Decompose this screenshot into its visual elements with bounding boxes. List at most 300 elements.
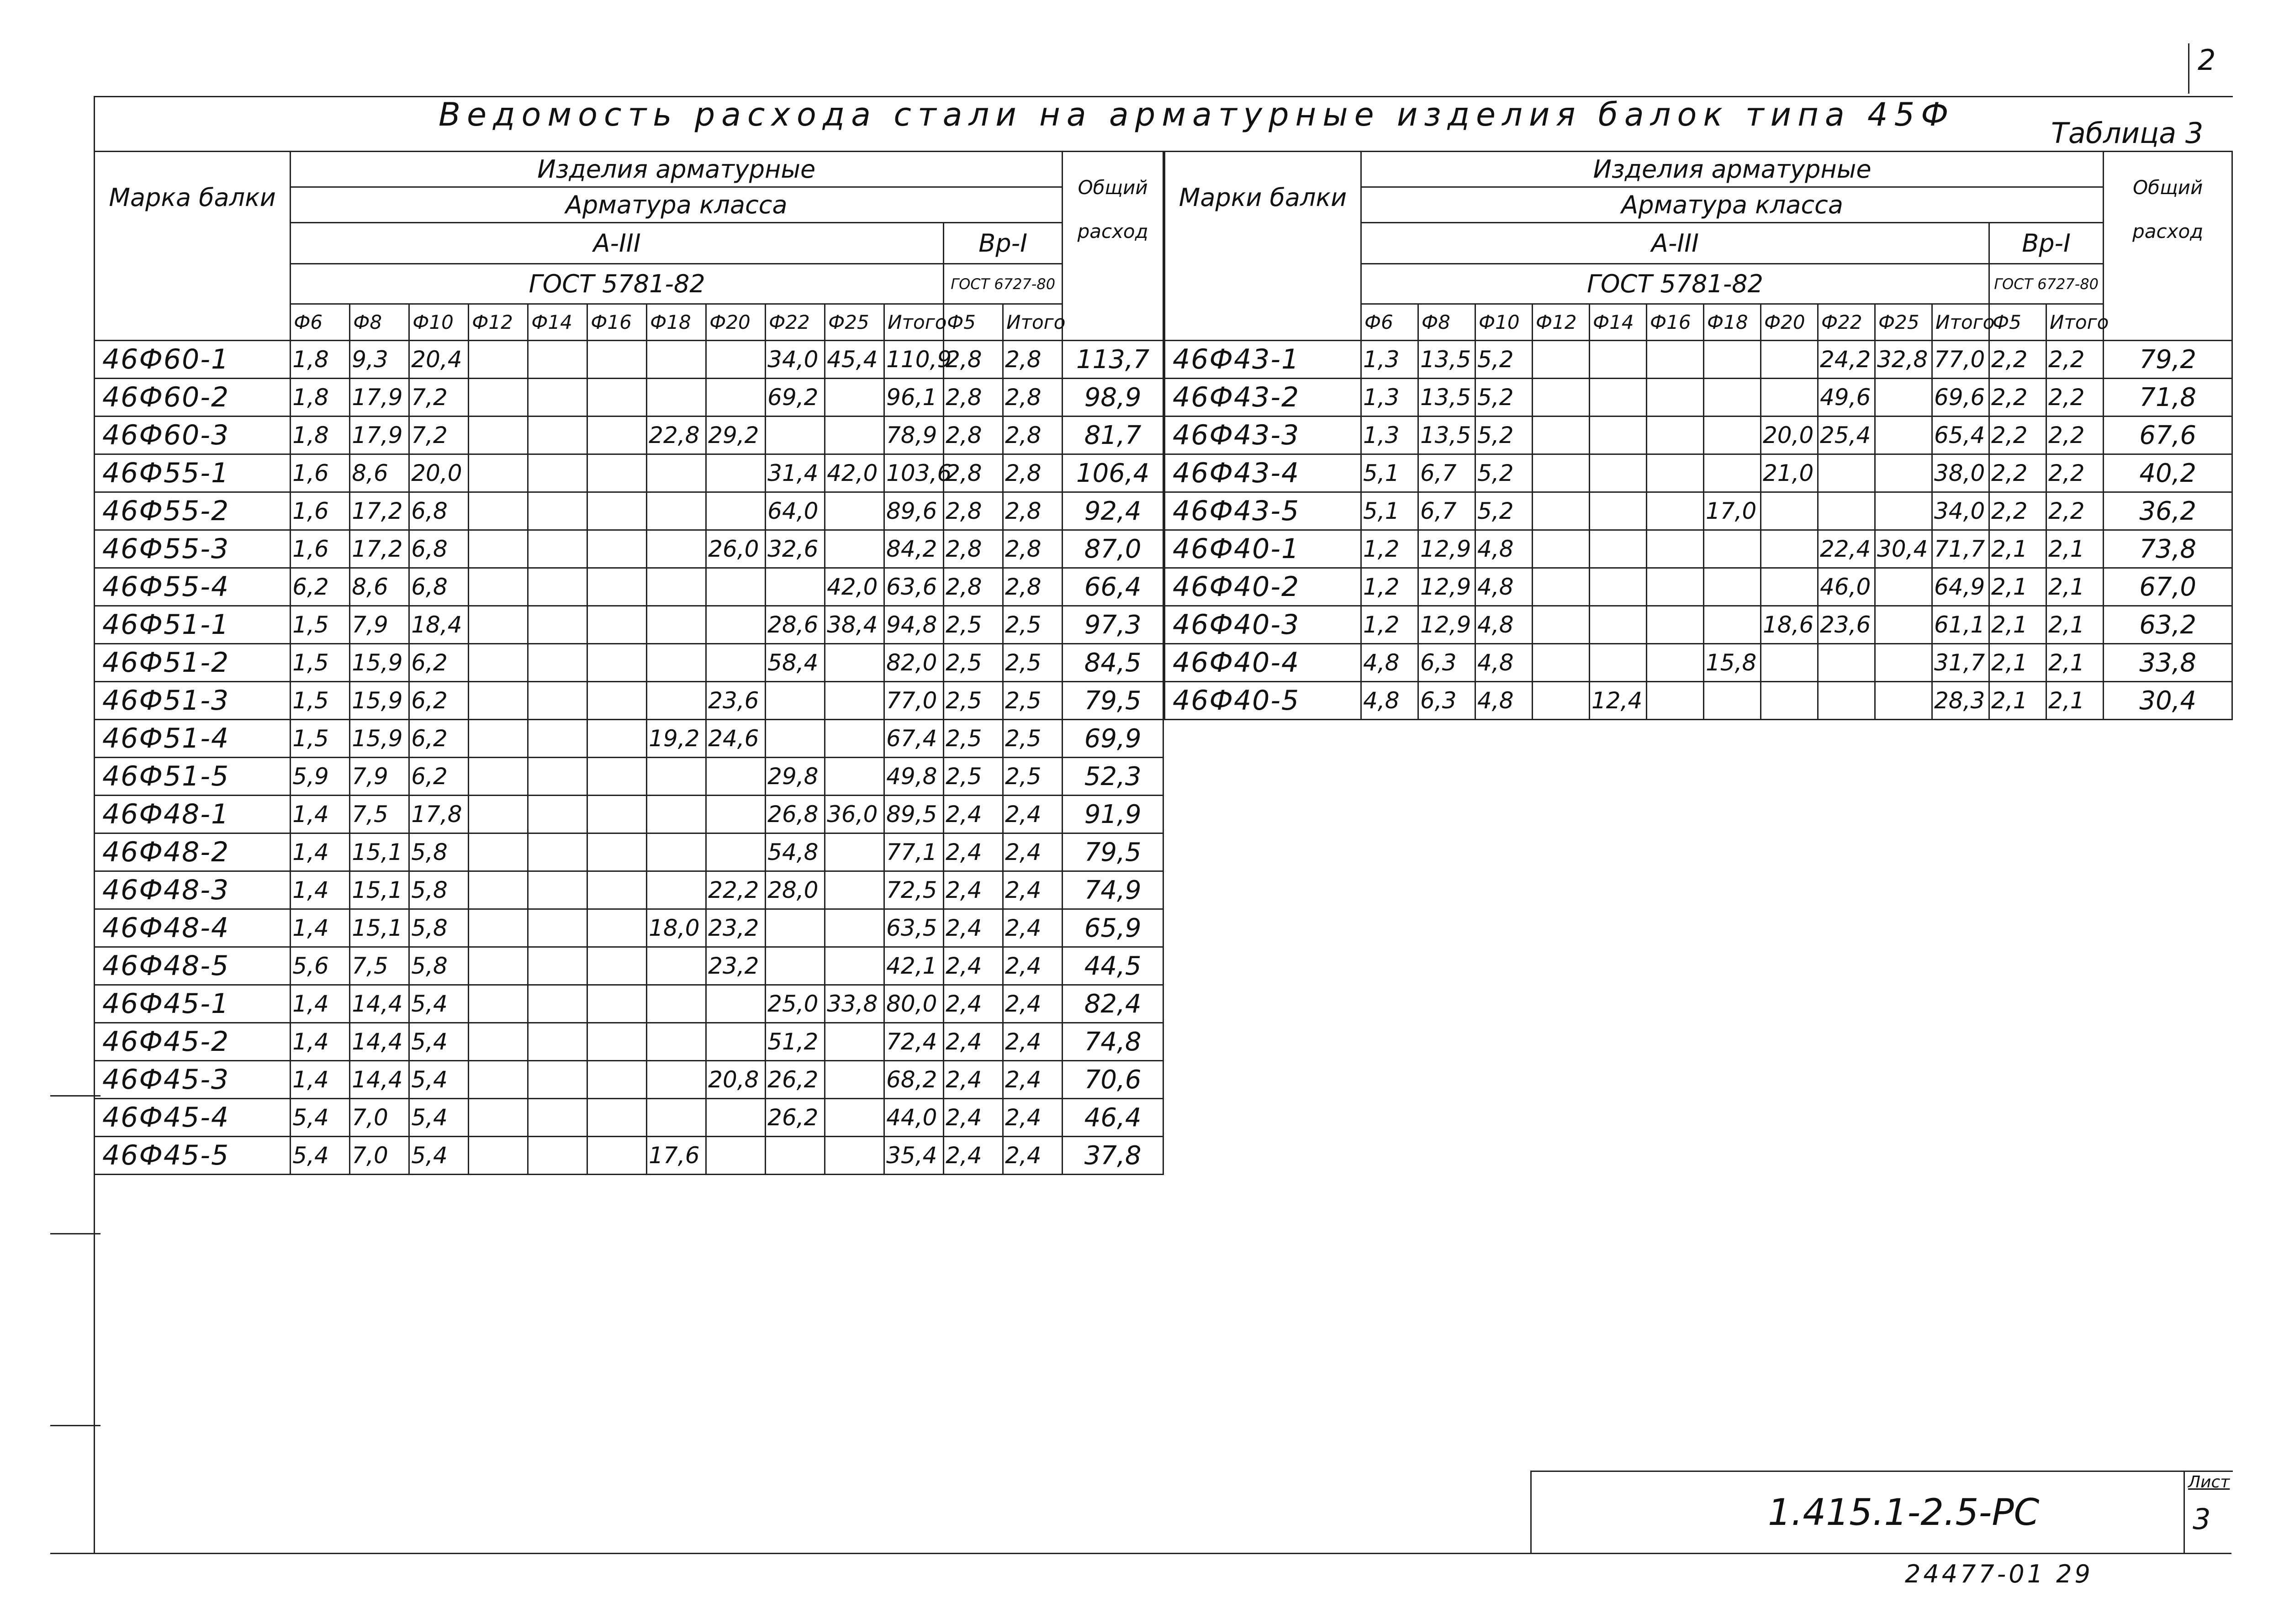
steel-value-cell: 84,2: [884, 530, 944, 568]
steel-value-cell: [825, 379, 884, 417]
steel-value-cell: [706, 833, 766, 871]
steel-value-cell: [528, 417, 587, 454]
total-cell: 30,4: [2104, 682, 2232, 720]
steel-value-cell: [528, 1023, 587, 1061]
steel-value-cell: [469, 1023, 528, 1061]
steel-value-cell: 22,4: [1818, 530, 1875, 568]
steel-value-cell: 2,4: [944, 909, 1003, 947]
steel-value-cell: [587, 796, 647, 833]
steel-value-cell: [1647, 682, 1704, 720]
steel-value-cell: 25,0: [766, 985, 825, 1023]
steel-value-cell: [706, 1023, 766, 1061]
steel-value-cell: [825, 644, 884, 682]
column-header: Ф6: [1361, 304, 1418, 341]
steel-value-cell: [706, 454, 766, 492]
steel-value-cell: [1875, 379, 1932, 417]
steel-value-cell: [1647, 341, 1704, 379]
steel-value-cell: 8,6: [350, 454, 409, 492]
steel-value-cell: [1647, 568, 1704, 606]
total-cell: 73,8: [2104, 530, 2232, 568]
column-header: Ф5: [944, 304, 1003, 341]
steel-value-cell: [1533, 492, 1590, 530]
table-row: [1165, 454, 2232, 492]
steel-value-cell: 6,3: [1418, 682, 1475, 720]
steel-value-cell: [647, 530, 706, 568]
steel-value-cell: [647, 833, 706, 871]
steel-value-cell: 21,0: [1761, 454, 1818, 492]
steel-value-cell: 7,0: [350, 1099, 409, 1137]
steel-value-cell: 2,2: [2046, 341, 2104, 379]
steel-value-cell: [647, 568, 706, 606]
steel-value-cell: 17,6: [647, 1137, 706, 1175]
steel-value-cell: 31,7: [1932, 644, 1989, 682]
steel-value-cell: 1,4: [291, 909, 350, 947]
steel-value-cell: [766, 568, 825, 606]
steel-value-cell: 2,8: [944, 454, 1003, 492]
total-cell: 33,8: [2104, 644, 2232, 682]
steel-value-cell: [1761, 379, 1818, 417]
steel-value-cell: 17,9: [350, 379, 409, 417]
beam-mark: 46Ф43-5: [1165, 492, 1361, 530]
steel-value-cell: [647, 492, 706, 530]
steel-value-cell: 33,8: [825, 985, 884, 1023]
column-header: Ф22: [1818, 304, 1875, 341]
steel-value-cell: [587, 606, 647, 644]
steel-value-cell: 2,2: [2046, 417, 2104, 454]
total-cell: 46,4: [1063, 1099, 1163, 1137]
steel-value-cell: 23,2: [706, 947, 766, 985]
steel-value-cell: 4,8: [1361, 682, 1418, 720]
steel-value-cell: 5,2: [1475, 417, 1533, 454]
steel-value-cell: [1533, 682, 1590, 720]
steel-value-cell: [1704, 454, 1761, 492]
steel-value-cell: 32,6: [766, 530, 825, 568]
table-row: [95, 1061, 1163, 1099]
steel-value-cell: [647, 985, 706, 1023]
steel-value-cell: [1647, 606, 1704, 644]
column-header: Ф14: [528, 304, 587, 341]
steel-value-cell: 42,0: [825, 568, 884, 606]
steel-value-cell: 13,5: [1418, 417, 1475, 454]
steel-value-cell: [469, 492, 528, 530]
steel-value-cell: [528, 1061, 587, 1099]
steel-value-cell: 2,8: [1003, 492, 1063, 530]
steel-value-cell: 28,6: [766, 606, 825, 644]
steel-value-cell: 7,5: [350, 796, 409, 833]
steel-value-cell: [1533, 379, 1590, 417]
table-row: [1165, 417, 2232, 454]
steel-value-cell: [469, 947, 528, 985]
steel-value-cell: [706, 796, 766, 833]
steel-value-cell: [528, 833, 587, 871]
column-header: Итого: [2046, 304, 2104, 341]
beam-mark: 46Ф51-5: [95, 758, 291, 796]
steel-value-cell: 5,8: [409, 909, 469, 947]
beam-mark: 46Ф45-3: [95, 1061, 291, 1099]
steel-value-cell: 2,8: [944, 341, 1003, 379]
steel-value-cell: 2,5: [1003, 682, 1063, 720]
steel-value-cell: [587, 909, 647, 947]
beam-mark: 46Ф40-3: [1165, 606, 1361, 644]
steel-value-cell: 24,6: [706, 720, 766, 758]
steel-value-cell: [469, 644, 528, 682]
steel-value-cell: 18,0: [647, 909, 706, 947]
steel-value-cell: 44,0: [884, 1099, 944, 1137]
steel-value-cell: [1533, 606, 1590, 644]
steel-value-cell: [766, 682, 825, 720]
steel-value-cell: 7,2: [409, 417, 469, 454]
steel-value-cell: 2,8: [1003, 530, 1063, 568]
steel-value-cell: 2,5: [944, 606, 1003, 644]
steel-value-cell: 1,8: [291, 341, 350, 379]
steel-value-cell: 17,8: [409, 796, 469, 833]
steel-value-cell: [469, 833, 528, 871]
steel-value-cell: [587, 644, 647, 682]
steel-value-cell: [1761, 682, 1818, 720]
steel-value-cell: 2,4: [1003, 985, 1063, 1023]
table-row: [95, 530, 1163, 568]
steel-value-cell: 1,6: [291, 492, 350, 530]
steel-value-cell: [1590, 341, 1647, 379]
steel-value-cell: [1533, 530, 1590, 568]
steel-value-cell: [528, 796, 587, 833]
steel-value-cell: 68,2: [884, 1061, 944, 1099]
steel-value-cell: 19,2: [647, 720, 706, 758]
steel-value-cell: [528, 530, 587, 568]
steel-value-cell: 58,4: [766, 644, 825, 682]
steel-value-cell: 2,4: [944, 1137, 1003, 1175]
beam-mark: 46Ф60-1: [95, 341, 291, 379]
steel-value-cell: [1647, 417, 1704, 454]
steel-value-cell: 5,4: [291, 1099, 350, 1137]
steel-value-cell: [1533, 568, 1590, 606]
steel-value-cell: [647, 947, 706, 985]
steel-value-cell: 18,6: [1761, 606, 1818, 644]
steel-value-cell: 45,4: [825, 341, 884, 379]
column-header: Ф25: [825, 304, 884, 341]
steel-value-cell: 5,1: [1361, 454, 1418, 492]
steel-value-cell: [528, 606, 587, 644]
steel-value-cell: 2,4: [944, 833, 1003, 871]
steel-value-cell: 13,5: [1418, 341, 1475, 379]
beam-mark: 46Ф48-3: [95, 871, 291, 909]
steel-value-cell: [587, 417, 647, 454]
steel-value-cell: 30,4: [1875, 530, 1932, 568]
total-cell: 81,7: [1063, 417, 1163, 454]
steel-value-cell: 2,4: [1003, 871, 1063, 909]
steel-value-cell: [825, 682, 884, 720]
column-header: Ф8: [1418, 304, 1475, 341]
steel-value-cell: [528, 1137, 587, 1175]
steel-value-cell: 2,1: [2046, 644, 2104, 682]
steel-value-cell: [1533, 417, 1590, 454]
steel-value-cell: [1647, 530, 1704, 568]
total-cell: 63,2: [2104, 606, 2232, 644]
steel-value-cell: 4,8: [1361, 644, 1418, 682]
steel-value-cell: 6,8: [409, 568, 469, 606]
steel-value-cell: 29,2: [706, 417, 766, 454]
beam-mark: 46Ф40-5: [1165, 682, 1361, 720]
steel-value-cell: 110,9: [884, 341, 944, 379]
steel-value-cell: 1,4: [291, 1023, 350, 1061]
gost-a-header: ГОСТ 5781-82: [291, 264, 944, 304]
steel-value-cell: 20,8: [706, 1061, 766, 1099]
column-header: Ф12: [1533, 304, 1590, 341]
steel-value-cell: [469, 796, 528, 833]
steel-value-cell: 67,4: [884, 720, 944, 758]
steel-value-cell: 22,2: [706, 871, 766, 909]
column-header: Ф18: [1704, 304, 1761, 341]
beam-mark: 46Ф60-2: [95, 379, 291, 417]
total-cell: 82,4: [1063, 985, 1163, 1023]
table-row: [95, 644, 1163, 682]
steel-value-cell: [587, 682, 647, 720]
steel-value-cell: 2,4: [1003, 1137, 1063, 1175]
steel-value-cell: [469, 1137, 528, 1175]
steel-value-cell: [706, 1137, 766, 1175]
total-cell: 92,4: [1063, 492, 1163, 530]
steel-value-cell: [528, 758, 587, 796]
steel-value-cell: [528, 379, 587, 417]
steel-value-cell: [825, 758, 884, 796]
steel-value-cell: 12,9: [1418, 606, 1475, 644]
steel-value-cell: [825, 1023, 884, 1061]
steel-value-cell: [825, 947, 884, 985]
column-header: Ф20: [706, 304, 766, 341]
beam-mark: 46Ф45-1: [95, 985, 291, 1023]
steel-value-cell: 2,4: [944, 1061, 1003, 1099]
beam-mark: 46Ф45-4: [95, 1099, 291, 1137]
steel-value-cell: 2,5: [1003, 758, 1063, 796]
steel-value-cell: 14,4: [350, 1023, 409, 1061]
steel-value-cell: 2,8: [944, 530, 1003, 568]
steel-table-right: [1164, 151, 2233, 720]
steel-value-cell: 26,2: [766, 1099, 825, 1137]
steel-value-cell: 2,4: [944, 1023, 1003, 1061]
total-cell: 70,6: [1063, 1061, 1163, 1099]
steel-value-cell: 6,7: [1418, 454, 1475, 492]
steel-value-cell: 77,0: [884, 682, 944, 720]
beam-mark: 46Ф48-1: [95, 796, 291, 833]
beam-mark: 46Ф40-4: [1165, 644, 1361, 682]
steel-value-cell: [1761, 492, 1818, 530]
class-bp-header: Вр-I: [1989, 223, 2104, 264]
steel-value-cell: 2,2: [1989, 341, 2046, 379]
steel-value-cell: 2,4: [1003, 796, 1063, 833]
steel-value-cell: 5,1: [1361, 492, 1418, 530]
table-row: [95, 909, 1163, 947]
beam-mark: 46Ф55-2: [95, 492, 291, 530]
beam-mark: 46Ф43-2: [1165, 379, 1361, 417]
steel-value-cell: 6,2: [409, 758, 469, 796]
total-cell: 79,2: [2104, 341, 2232, 379]
steel-value-cell: [469, 1099, 528, 1137]
steel-value-cell: [647, 1023, 706, 1061]
steel-value-cell: 6,8: [409, 530, 469, 568]
steel-value-cell: 7,9: [350, 758, 409, 796]
steel-value-cell: [587, 530, 647, 568]
steel-value-cell: 2,4: [1003, 947, 1063, 985]
steel-value-cell: 2,5: [1003, 720, 1063, 758]
column-header: Ф8: [350, 304, 409, 341]
beam-mark: 46Ф55-4: [95, 568, 291, 606]
steel-value-cell: 17,2: [350, 492, 409, 530]
steel-value-cell: 15,9: [350, 720, 409, 758]
steel-value-cell: 2,4: [944, 947, 1003, 985]
steel-value-cell: 6,7: [1418, 492, 1475, 530]
steel-value-cell: 22,8: [647, 417, 706, 454]
steel-value-cell: 2,1: [1989, 530, 2046, 568]
steel-value-cell: [1818, 682, 1875, 720]
steel-value-cell: 5,9: [291, 758, 350, 796]
steel-value-cell: 28,0: [766, 871, 825, 909]
steel-value-cell: 1,5: [291, 644, 350, 682]
steel-value-cell: [766, 947, 825, 985]
steel-value-cell: 96,1: [884, 379, 944, 417]
steel-value-cell: [1875, 454, 1932, 492]
steel-value-cell: 69,6: [1932, 379, 1989, 417]
total-cell: 40,2: [2104, 454, 2232, 492]
steel-value-cell: [1704, 530, 1761, 568]
steel-value-cell: [587, 454, 647, 492]
steel-value-cell: 5,4: [409, 1137, 469, 1175]
total-cell: 79,5: [1063, 833, 1163, 871]
sheet-number: 3: [2193, 1503, 2211, 1536]
table-row: [95, 1099, 1163, 1137]
steel-value-cell: [1590, 454, 1647, 492]
total-cell: 97,3: [1063, 606, 1163, 644]
steel-value-cell: 20,0: [1761, 417, 1818, 454]
steel-value-cell: 89,5: [884, 796, 944, 833]
steel-value-cell: 2,1: [1989, 682, 2046, 720]
steel-value-cell: 2,8: [1003, 568, 1063, 606]
table-row: [1165, 379, 2232, 417]
steel-value-cell: 5,8: [409, 833, 469, 871]
steel-value-cell: 31,4: [766, 454, 825, 492]
steel-value-cell: [647, 1061, 706, 1099]
steel-value-cell: 35,4: [884, 1137, 944, 1175]
table-row: [95, 1023, 1163, 1061]
steel-value-cell: [469, 985, 528, 1023]
steel-value-cell: [706, 644, 766, 682]
steel-value-cell: [647, 644, 706, 682]
steel-value-cell: 5,2: [1475, 341, 1533, 379]
steel-value-cell: 2,1: [1989, 606, 2046, 644]
mark-header: Марки балки: [1165, 152, 1361, 341]
steel-value-cell: 15,1: [350, 909, 409, 947]
table-row: [1165, 682, 2232, 720]
table-row: [95, 947, 1163, 985]
steel-value-cell: 1,4: [291, 1061, 350, 1099]
steel-value-cell: [1761, 530, 1818, 568]
steel-value-cell: [825, 417, 884, 454]
steel-value-cell: 20,0: [409, 454, 469, 492]
table-row: [95, 492, 1163, 530]
document-code: 1.415.1-2.5-РС: [1768, 1491, 2040, 1534]
table-row: [95, 379, 1163, 417]
steel-value-cell: 28,3: [1932, 682, 1989, 720]
table-row: [95, 417, 1163, 454]
steel-value-cell: [825, 1061, 884, 1099]
steel-value-cell: [469, 417, 528, 454]
steel-value-cell: 51,2: [766, 1023, 825, 1061]
page-title: Ведомость расхода стали на арматурные изделия балок типа 45Ф: [439, 96, 1955, 133]
steel-value-cell: 2,4: [944, 985, 1003, 1023]
total-cell: 52,3: [1063, 758, 1163, 796]
steel-value-cell: [825, 720, 884, 758]
steel-value-cell: [647, 1099, 706, 1137]
total-cell: 44,5: [1063, 947, 1163, 985]
armature-class-header: Арматура класса: [1361, 187, 2104, 223]
steel-value-cell: 77,0: [1932, 341, 1989, 379]
steel-value-cell: 12,9: [1418, 568, 1475, 606]
steel-value-cell: 42,1: [884, 947, 944, 985]
steel-value-cell: [1647, 379, 1704, 417]
steel-value-cell: 94,8: [884, 606, 944, 644]
steel-value-cell: [469, 568, 528, 606]
beam-mark: 46Ф51-2: [95, 644, 291, 682]
steel-value-cell: [1875, 417, 1932, 454]
steel-value-cell: 24,2: [1818, 341, 1875, 379]
steel-value-cell: 71,7: [1932, 530, 1989, 568]
steel-value-cell: 25,4: [1818, 417, 1875, 454]
total-cell: 67,0: [2104, 568, 2232, 606]
steel-value-cell: 20,4: [409, 341, 469, 379]
total-cell: 79,5: [1063, 682, 1163, 720]
steel-value-cell: 89,6: [884, 492, 944, 530]
steel-value-cell: [825, 871, 884, 909]
steel-value-cell: 23,6: [706, 682, 766, 720]
steel-value-cell: [587, 871, 647, 909]
steel-value-cell: [1761, 568, 1818, 606]
steel-value-cell: [528, 871, 587, 909]
steel-value-cell: [1875, 492, 1932, 530]
steel-value-cell: 5,4: [409, 1099, 469, 1137]
steel-value-cell: 2,4: [1003, 1023, 1063, 1061]
total-cell: 67,6: [2104, 417, 2232, 454]
steel-value-cell: 7,9: [350, 606, 409, 644]
column-header: Ф12: [469, 304, 528, 341]
steel-value-cell: 7,0: [350, 1137, 409, 1175]
steel-value-cell: 5,8: [409, 947, 469, 985]
steel-value-cell: [647, 758, 706, 796]
steel-value-cell: [469, 871, 528, 909]
steel-value-cell: 2,1: [1989, 568, 2046, 606]
steel-value-cell: 6,2: [409, 644, 469, 682]
steel-value-cell: [706, 758, 766, 796]
steel-value-cell: 2,2: [1989, 417, 2046, 454]
table-row: [95, 682, 1163, 720]
class-a-header: А-III: [291, 223, 944, 264]
steel-value-cell: 15,8: [1704, 644, 1761, 682]
steel-value-cell: 54,8: [766, 833, 825, 871]
steel-value-cell: 61,1: [1932, 606, 1989, 644]
steel-value-cell: [1590, 379, 1647, 417]
steel-value-cell: 2,8: [1003, 379, 1063, 417]
steel-value-cell: 14,4: [350, 985, 409, 1023]
steel-value-cell: 6,2: [409, 682, 469, 720]
column-header: Итого: [884, 304, 944, 341]
total-cell: 69,9: [1063, 720, 1163, 758]
steel-value-cell: [1761, 644, 1818, 682]
steel-value-cell: [587, 1137, 647, 1175]
beam-mark: 46Ф48-4: [95, 909, 291, 947]
steel-value-cell: [1533, 644, 1590, 682]
steel-value-cell: [1875, 568, 1932, 606]
steel-value-cell: [1875, 606, 1932, 644]
steel-value-cell: [766, 417, 825, 454]
steel-value-cell: [1704, 682, 1761, 720]
